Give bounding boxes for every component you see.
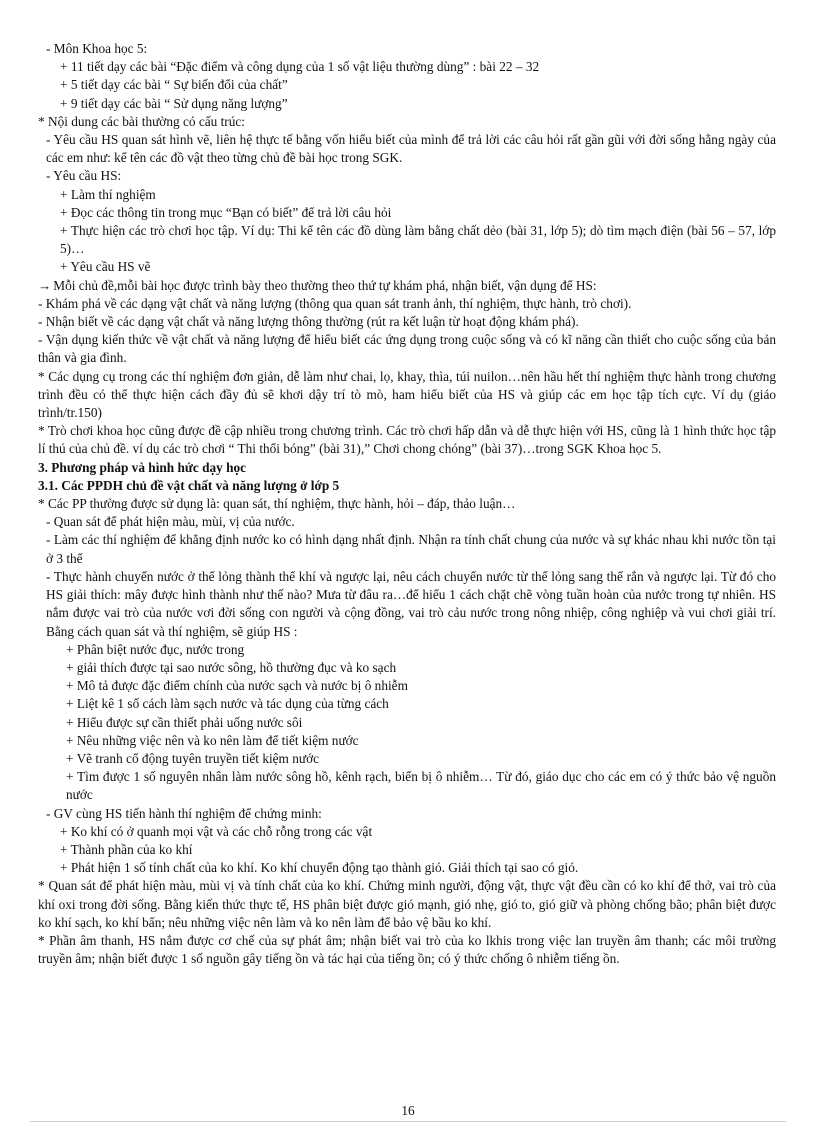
text-line: + Liệt kê 1 số cách làm sạch nước và tác dụng của từng cách <box>66 696 389 712</box>
text-line: - GV cùng HS tiến hành thí nghiệm để chứng minh: <box>46 805 322 821</box>
text-line: + Mô tả được đặc điểm chính của nước sạch và nước bị ô nhiễm <box>66 678 408 694</box>
text-line: - Nhận biết về các dạng vật chất và năng lượng thông thường (rút ra kết luận từ hoạt động khám phá). <box>38 314 579 330</box>
text-line: + giải thích được tại sao nước sông, hồ thường đục và ko sạch <box>66 659 397 675</box>
text-line: + Phát hiện 1 số tính chất của ko khí. Ko khí chuyển động tạo thành gió. Giải thích tại sao có gió. <box>60 860 579 876</box>
text-line: * Phần âm thanh, HS nắm được cơ chế của sự phát âm; nhận biết vai trò của ko lkhis trong việc lan truyền âm thanh; các môi trường truyền âm; nhận biết được 1 số nguồn gây tiếng ồn và tác hại của tiếng ồn; có ý thức chống ô nhiễm tiếng ồn. <box>38 932 776 967</box>
section-heading: 3. Phương pháp và hình hức dạy học <box>38 459 247 475</box>
text-line: - Yêu cầu HS quan sát hình vẽ, liên hệ thực tế bằng vốn hiểu biết của mình để trả lời các câu hỏi rất gần gũi với đời sống hằng ngày của các em như: kể tên các đồ vật theo từng chủ đề bài học trong SGK. <box>46 132 776 166</box>
text-line: * Trò chơi khoa học cũng được đề cập nhiều trong chương trình. Các trò chơi hấp dẫn và dễ thực hiện với HS, cũng là 1 hình thức học tập lí thú của chủ đề. ví dụ các trò chơi “ Thi thổi bóng” (bài 31),” Chơi chong chóng” (bài 37)…trong SGK Khoa học 5. <box>38 423 776 457</box>
text-line: * Các dụng cụ trong các thí nghiệm đơn giản, dễ làm như chai, lọ, khay, thìa, túi nuilon…nên hầu hết thí nghiệm thực hành trong chương trình đều có thể thực hiện cách đầy đủ sẽ khơi dậy trí tò mò, ham hiểu biết của HS và giúp các em học tập tích cực. Ví dụ (giáo trình/tr.150) <box>38 368 776 421</box>
text-line: → Mỗi chủ đề,mỗi bài học được trình bày theo thường theo thứ tự khám phá, nhận biết, vận dụng để HS: <box>38 277 597 293</box>
text-line: + Đọc các thông tin trong mục “Bạn có biết” để trả lời câu hỏi <box>60 204 392 220</box>
text-line: - Yêu cầu HS: <box>46 168 122 184</box>
page-number: 16 <box>401 1103 415 1118</box>
text-line: + Yêu cầu HS vẽ <box>60 259 151 275</box>
text-line: + Nêu những việc nên và ko nên làm để tiết kiệm nước <box>66 732 359 748</box>
text-line: + Thành phần của ko khí <box>60 841 193 857</box>
text-line: * Các PP thường được sử dụng là: quan sát, thí nghiệm, thực hành, hỏi – đáp, thảo luận… <box>38 496 516 512</box>
text-line: + Tìm được 1 số nguyên nhân làm nước sông hồ, kênh rạch, biển bị ô nhiễm… Từ đó, giáo dục cho các em có ý thức bảo vệ nguồn nước <box>66 769 776 803</box>
text-line: - Làm các thí nghiệm để khẳng định nước ko có hình dạng nhất định. Nhận ra tính chất chung của nước và sự khác nhau khi nước tồn tại ở 3 thể <box>46 532 776 566</box>
text-line: + 5 tiết dạy các bài “ Sự biến đổi của chất” <box>60 77 288 93</box>
section-heading: 3.1. Các PPDH chủ đề vật chất và năng lượng ở lớp 5 <box>38 477 340 493</box>
text-line: + Vẽ tranh cổ động tuyên truyền tiết kiệm nước <box>66 750 320 766</box>
text-line: + Thực hiện các trò chơi học tập. Ví dụ: Thi kể tên các đồ dùng làm bằng chất dẻo (bài 31, lớp 5); dò tìm mạch điện (bài 56 – 57, lớp 5)… <box>60 223 776 257</box>
text-line: - Khám phá về các dạng vật chất và năng lượng (thông qua quan sát tranh ảnh, thí nghiệm, thực hành, trò chơi). <box>38 295 632 311</box>
text-line: + 11 tiết dạy các bài “Đặc điểm và công dụng của 1 số vật liệu thường dùng” : bài 22 – 32 <box>60 59 540 75</box>
text-line: + 9 tiết dạy các bài “ Sử dụng năng lượng” <box>60 95 288 111</box>
text-line: - Thực hành chuyển nước ở thể lỏng thành thể khí và ngược lại, nêu cách chuyển nước từ thể lỏng sang thể rắn và ngược lại. Từ đó cho HS giải thích: mây được hình thành như thế nào? Mưa từ đâu ra…để hiểu 1 cách chặt chẽ vòng tuần hoàn của nước trong tự nhiên. HS nắm được vai trò của nước vơi đời sống con người và cộng đồng, vai trò cảu nước trong nông nhiệp, công nghiệp và vui chơi giải trí. Bằng cách quan sát và thí nghiệm, sẽ giúp HS : <box>46 568 776 639</box>
text-line: + Ko khí có ở quanh mọi vật và các chỗ rỗng trong các vật <box>60 823 373 839</box>
text-line: - Môn Khoa học 5: <box>46 41 148 56</box>
text-line: + Làm thí nghiệm <box>60 186 156 202</box>
text-line: - Vận dụng kiến thức về vật chất và năng lượng để hiểu biết các ứng dụng trong cuộc sống và có kĩ năng cần thiết cho cuộc sống của bản thân và gia đình. <box>38 332 776 366</box>
text-line: + Phân biệt nước đục, nước trong <box>66 641 245 657</box>
text-line: - Quan sát để phát hiện màu, mùi, vị của nước. <box>46 514 295 530</box>
document-body <box>38 40 776 968</box>
arrow-right-icon: → <box>38 277 52 293</box>
text-line: * Quan sát để phát hiện màu, mùi vị và tính chất của ko khí. Chứng minh người, động vật, thực vật đều cần có ko khí để thở, vai trò của khí oxi trong đời sống. Bằng kiến thức thực tế, HS phân biệt được gió mạnh, gió nhẹ, gió to, gió giữ và phòng chống bão; phân biệt được ko khí sạch, ko khí bẩn; nêu những việc nên làm và ko nên làm để bảo vệ bầu ko khí. <box>38 878 776 930</box>
page-bottom-rule <box>30 1121 786 1122</box>
text-line: + Hiểu được sự cần thiết phải uống nước sôi <box>66 714 303 730</box>
text-line: * Nội dung các bài thường có cấu trúc: <box>38 113 245 129</box>
